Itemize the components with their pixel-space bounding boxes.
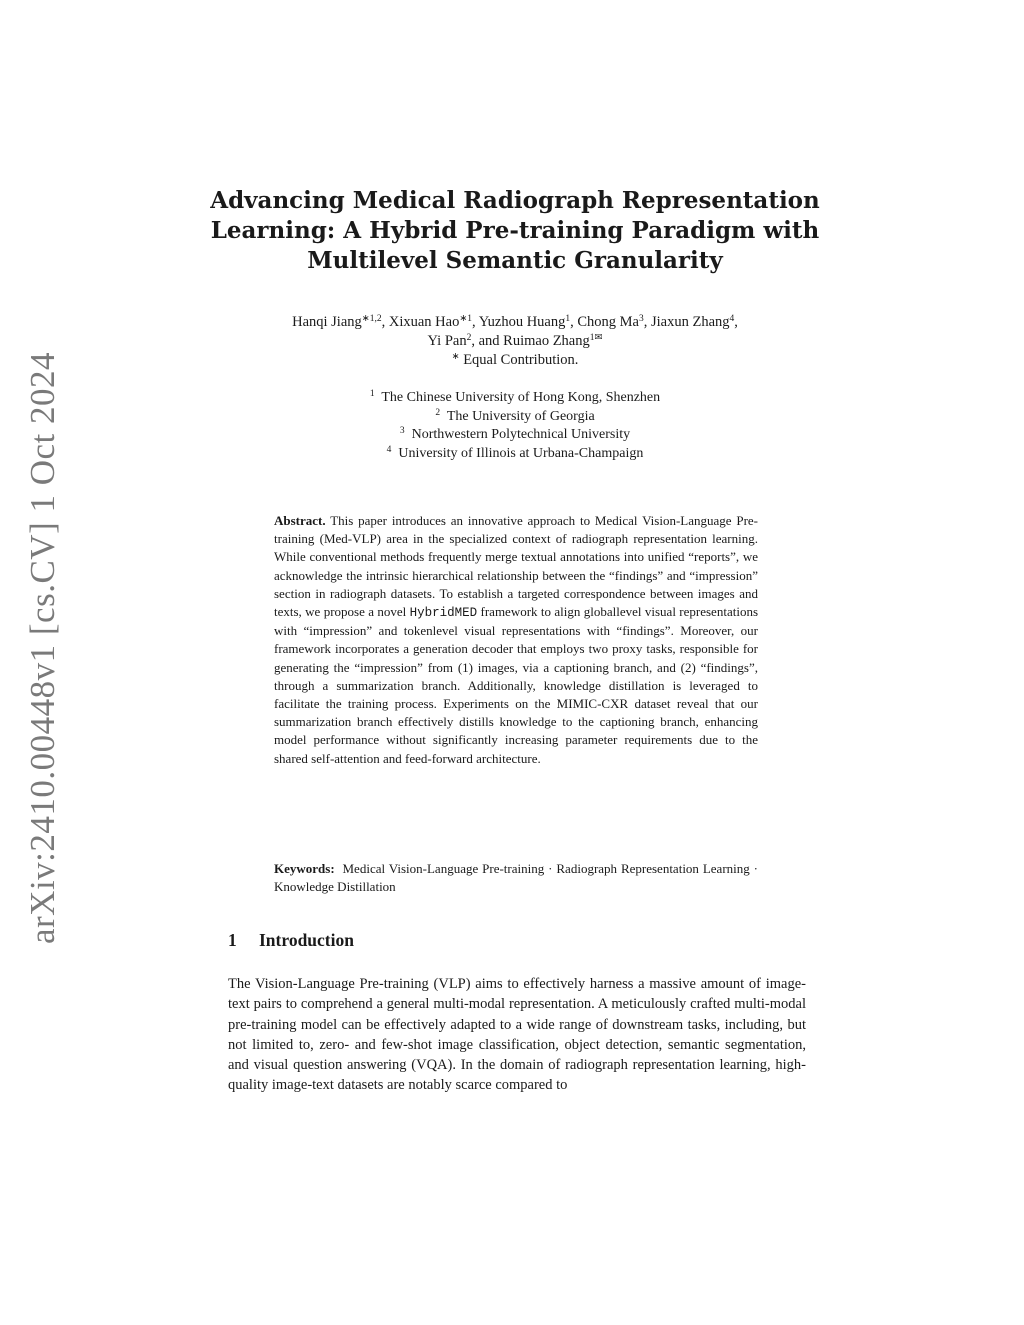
affiliation	[210, 445, 820, 464]
abstract-text-part-2: framework to align globallevel visual representations with “impression” and tokenlevel visual representations with “findings”. Moreover, our framework incorporates a generation decoder that employs two proxy tasks, responsible for generating the “impression” from (1) images, via a captioning branch, and (2) “findings”, through a summarization branch. Additionally, knowledge distillation is leveraged to facilitate the training process. Experiments on the MIMIC-CXR dataset reveal that our summarization branch effectively distills knowledge to the captioning branch, enhancing model performance without significantly increasing parameter requirements due to the shared self-attention and feed-forward architecture.	[274, 604, 758, 766]
affiliation-list	[210, 389, 820, 463]
title-line: Multilevel Semantic Granularity	[307, 247, 723, 274]
author-superscript: ∗1,2	[361, 314, 382, 324]
arxiv-identifier-stamp: arXiv:2410.00448v1 [cs.CV] 1 Oct 2024	[23, 351, 62, 945]
author-superscript: 4	[729, 314, 735, 324]
section-heading	[228, 930, 354, 951]
author-name: Xixuan Hao	[388, 314, 460, 330]
author-superscript: 1✉	[589, 333, 603, 343]
author-name: Yi Pan	[427, 333, 467, 349]
affiliation-number: 2	[435, 407, 441, 418]
affiliation	[210, 426, 820, 445]
equal-contribution-mark: ∗	[451, 352, 460, 362]
author-superscript: 2	[466, 333, 472, 343]
method-name: HybridMED	[409, 606, 478, 621]
affiliation	[210, 389, 820, 408]
author-name: Yuzhou Huang	[478, 314, 566, 330]
title-line: Advancing Medical Radiograph Representation	[210, 187, 820, 214]
equal-contribution-text: Equal Contribution.	[463, 352, 579, 368]
abstract-label: Abstract.	[274, 513, 326, 528]
affiliation-name: The University of Georgia	[446, 408, 595, 424]
equal-contribution-note	[210, 351, 820, 370]
paper-title	[200, 186, 830, 276]
author-superscript: 3	[638, 314, 644, 324]
title-line: Learning: A Hybrid Pre-training Paradigm with	[210, 217, 820, 244]
affiliation	[210, 408, 820, 427]
affiliation-number: 1	[369, 389, 375, 399]
affiliation-number: 3	[399, 426, 405, 436]
affiliation-name: University of Illinois at Urbana-Champaign	[398, 445, 644, 461]
keywords-label: Keywords:	[274, 861, 335, 876]
author-name: Chong Ma	[577, 314, 639, 330]
author-line-2: Yi Pan$^2$, and Ruimao Zhang$^{1✉}$	[427, 333, 603, 349]
affiliation-name: The Chinese University of Hong Kong, Shenzhen	[381, 390, 661, 405]
abstract-text-part-1: This paper introduces an innovative approach to Medical Vision-Language Pre-training (Med-VLP) area in the specialized context of radiograph representation learning. While conventional methods frequently merge textual annotations into unified “reports”, we acknowledge the intrinsic hierarchical relationship between the “findings” and “impression” section in radiograph datasets. To establish a targeted correspondence between images and texts, we propose a novel	[274, 513, 759, 620]
author-name: Ruimao Zhang	[503, 333, 590, 349]
author-line-1: Hanqi Jiang$^{∗1,2}$, Xixuan Hao$^{∗1}$, Yuzhou Huang$^1$, Chong Ma$^3$, Jiaxun Zhang$^4$,	[292, 314, 738, 330]
affiliation-number: 4	[386, 444, 392, 455]
section-number: 1	[228, 930, 237, 950]
introduction-paragraph: The Vision-Language Pre-training (VLP) aims to effectively harness a massive amount of image-text pairs to comprehend a general multi-modal representation. A meticulously crafted multi-modal pre-training model can be effectively adapted to a wide range of downstream tasks, including, but not limited to, zero- and few-shot image classification, object detection, semantic segmentation, and visual question answering (VQA). In the domain of radiograph representation learning, high-quality image-text datasets are notably scarce compared to	[228, 976, 806, 1094]
affiliation-name: Northwestern Polytechnical University	[411, 427, 631, 442]
author-list	[210, 313, 820, 370]
author-name: Hanqi Jiang	[292, 314, 362, 330]
author-superscript: ∗1	[459, 314, 473, 324]
keywords	[274, 860, 758, 896]
author-name: Jiaxun Zhang	[650, 314, 730, 330]
section-title: Introduction	[259, 930, 354, 950]
author-superscript: 1	[565, 314, 571, 324]
keywords-text: Medical Vision-Language Pre-training · Radiograph Representation Learning · Knowledge Distillation	[274, 861, 758, 895]
abstract	[274, 512, 758, 768]
